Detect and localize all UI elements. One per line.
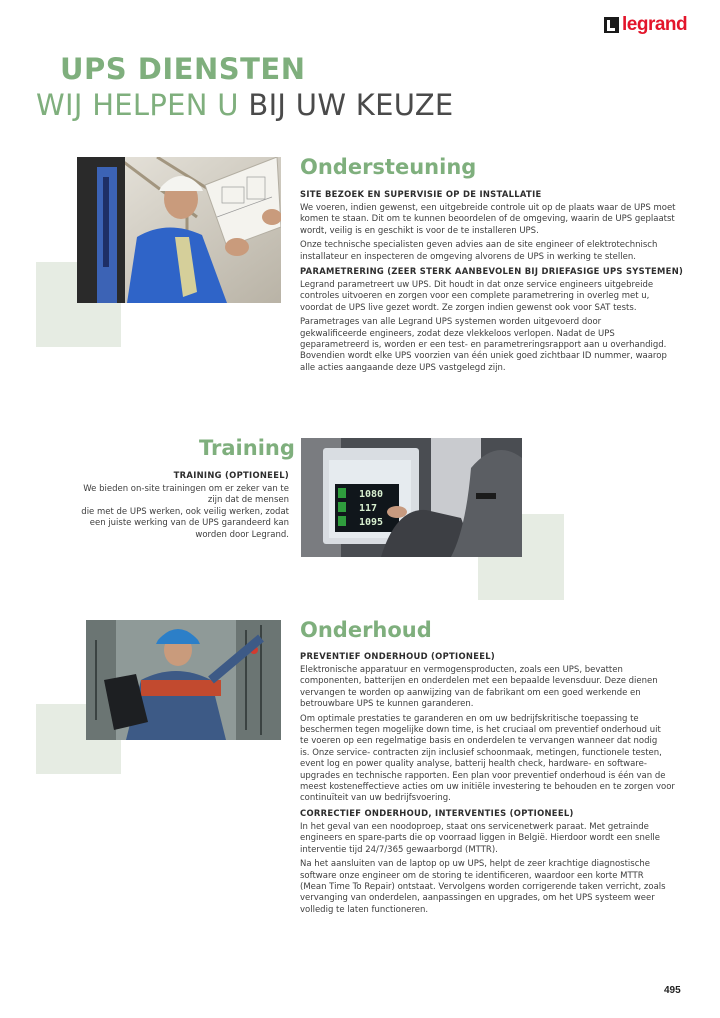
paragraph: Om optimale prestaties te garanderen en om uw bedrijfskritische toepassing te beschermen tegen mogelijke down time, is het cruciaal om preventief onderhoud uit te voeren op een regelmatige basis en onderdelen te vervangen wanneer dat nodig is. Onze service- contracten zijn inclusief schoonmaak, metingen, functionele testen, event log en power quality analyse, batterij health check, hardware- en software- upgrades en technische rapporten. Een plan voor preventief onderhoud is één van de meest kosteneffectieve acties om uw initiële investering te behouden en te zorgen voor continuïteit van uw bedrijfsvoering.: [300, 713, 675, 804]
legrand-logo-text: legrand: [622, 14, 688, 35]
page-subtitle-part2: BIJ UW KEUZE: [248, 88, 454, 122]
subheading-training: TRAINING (OPTIONEEL): [173, 470, 289, 480]
svg-text:117: 117: [359, 503, 378, 514]
subheading-corrective: CORRECTIEF ONDERHOUD, INTERVENTIES (OPTIONEEL): [300, 807, 574, 818]
subheading-parametrering: PARAMETRERING (ZEER STERK AANBEVOLEN BIJ DRIEFASIGE UPS SYSTEMEN): [300, 266, 684, 277]
section-heading-training: Training: [199, 436, 295, 460]
section-body-training: [60, 470, 289, 541]
subheading-site-visit: SITE BEZOEK EN SUPERVISIE OP DE INSTALLATIE: [300, 189, 542, 199]
svg-text:1095: 1095: [359, 517, 384, 528]
page-subtitle: [36, 88, 454, 122]
section-heading-support: Ondersteuning: [300, 155, 477, 179]
page-title: UPS DIENSTEN: [60, 52, 306, 86]
paragraph: In het geval van een noodoproep, staat ons servicenetwerk paraat. Met getrainde engineers en spare-parts die op voorraad liggen in België. Hierdoor wordt een snelle interventie tijd 24/7/365 gewaarborgd (MTTR).: [300, 821, 661, 855]
page-number: 495: [664, 985, 681, 996]
paragraph: Legrand parametreert uw UPS. Dit houdt in dat onze service engineers uitgebreide controles uitvoeren en zorgen voor een complete parametrering in overleg met u, voordat de UPS live gezet wordt. Ze zorgen indien gewenst ook voor SAT tests.: [300, 280, 654, 313]
photo-engineer-with-laptop: [86, 620, 281, 740]
svg-text:1080: 1080: [359, 489, 384, 500]
photo-ups-control-panel: [301, 438, 522, 557]
page-subtitle-part1: WIJ HELPEN U: [36, 88, 239, 122]
paragraph: We voeren, indien gewenst, een uitgebreide controle uit op de plaats waar de UPS moet komen te staan. Dit om te kunnen beoordelen of de omgeving, waarin de UPS geplaatst wordt, veilig is en geschikt is voor de te installeren UPS.: [300, 203, 676, 236]
section-heading-maintenance: Onderhoud: [300, 618, 432, 642]
paragraph: We bieden on-site trainingen om er zeker van te zijn dat de mensen die met de UPS werken, ook veilig werken, zodat een juiste werking van de UPS garandeerd kan worden door Legrand.: [81, 484, 289, 540]
paragraph: Na het aansluiten van de laptop op uw UPS, helpt de zeer krachtige diagnostische software onze engineer om de storing te identificeren, waardoor een korte MTTR (Mean Time To Repair) ontstaat. Vervolgens worden corrigerende taken verricht, zoals vervanging van onderdelen, aanpassingen en upgrades, om het UPS systeem weer volledig te laten functioneren.: [300, 859, 666, 915]
section-body-maintenance: [300, 651, 695, 916]
legrand-logo-mark-icon: [604, 17, 619, 33]
paragraph: Elektronische apparatuur en vermogensproducten, zoals een UPS, bevatten componenten, batterijen en onderdelen met een bepaalde levensduur. Deze dienen vervangen te worden op aanwijzing van de fabrikant om een goed werkende en betrouwbare UPS te kunnen garanderen.: [300, 665, 658, 710]
subheading-preventive: PREVENTIEF ONDERHOUD (OPTIONEEL): [300, 651, 496, 661]
legrand-logo: [604, 14, 687, 36]
paragraph: Parametrages van alle Legrand UPS systemen worden uitgevoerd door gekwalificeerde engineers, zodat deze vlekkeloos verlopen. Nadat de UPS geparametreerd is, worden er een test- en parametreringsrapport aan u overhandigd. Bovendien wordt elke UPS voorzien van één uniek goed zichtbaar ID nummer, waarop alle acties aangaande deze UPS vastgelegd zijn.: [300, 317, 667, 373]
photo-engineers-with-blueprint: [77, 157, 281, 303]
paragraph: Onze technische specialisten geven advies aan de site engineer of elektrotechnisch installateur en inspecteren de omgeving alvorens de UPS in werking te stellen.: [300, 240, 658, 262]
section-body-support: [300, 189, 690, 374]
